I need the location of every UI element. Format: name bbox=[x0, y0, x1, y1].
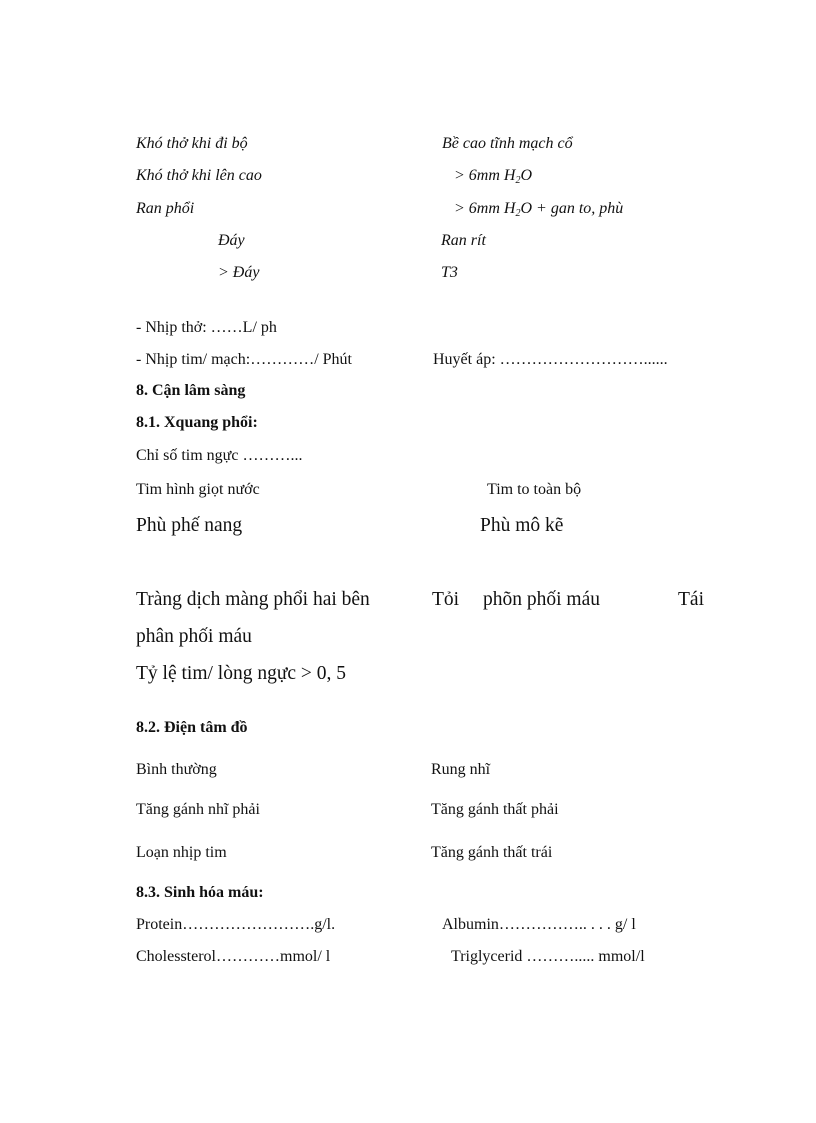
blood-pressure-field: Huyết áp: ………………………...... bbox=[433, 351, 668, 368]
toi-label: Tỏi bbox=[432, 589, 460, 610]
drop-shaped-heart: Tim hình giọt nước bbox=[136, 481, 260, 498]
sign-jugular-height: Bề cao tĩnh mạch cổ bbox=[442, 135, 573, 152]
ecg-right-atrial-overload: Tăng gánh nhĩ phải bbox=[136, 801, 260, 818]
pleural-effusion: Tràng dịch màng phổi hai bên bbox=[136, 589, 370, 610]
albumin-field: Albumin…………….. . . . g/ l bbox=[442, 916, 636, 933]
xray-title: 8.1. Xquang phổi: bbox=[136, 414, 258, 431]
sign-jvp-6mm-liver: > 6mm $H_2O$ + gan to, phù bbox=[454, 200, 624, 219]
alveolar-edema: Phù phế nang bbox=[136, 515, 243, 536]
ecg-left-ventricular-overload: Tăng gánh thất trái bbox=[431, 844, 553, 861]
sign-wheezing: Ran rít bbox=[441, 232, 486, 249]
section-8-title: 8. Cận lâm sàng bbox=[136, 382, 246, 399]
ecg-atrial-fibrillation: Rung nhĩ bbox=[431, 761, 491, 778]
blood-redistribution: phõn phối máu bbox=[483, 589, 600, 610]
heart-thorax-ratio: Tỷ lệ tim/ lòng ngực > 0, 5 bbox=[136, 663, 347, 684]
ecg-title: 8.2. Điện tâm đồ bbox=[136, 719, 248, 736]
cardiothoracic-ratio: Chỉ số tim ngực ………... bbox=[136, 447, 303, 464]
sign-rales-above-base: > Đáy bbox=[218, 264, 260, 281]
blood-redistribution-cont: phân phối máu bbox=[136, 626, 252, 647]
protein-field: Protein…………………….g/l. bbox=[136, 916, 336, 933]
ecg-arrhythmia: Loạn nhịp tim bbox=[136, 844, 227, 861]
heart-rate-field: - Nhịp tim/ mạch:…………/ Phút bbox=[136, 351, 352, 368]
sign-jvp-6mm: > 6mm $H_2O$ bbox=[454, 167, 533, 186]
sign-dyspnea-walking: Khó thở khi đi bộ bbox=[136, 135, 248, 152]
sign-rales-base: Đáy bbox=[218, 232, 245, 249]
interstitial-edema: Phù mô kẽ bbox=[480, 515, 564, 536]
sign-t3: T3 bbox=[441, 264, 458, 281]
cholesterol-field: Cholessterol…………mmol/ l bbox=[136, 948, 331, 965]
ecg-right-ventricular-overload: Tăng gánh thất phải bbox=[431, 801, 559, 818]
global-cardiomegaly: Tim to toàn bộ bbox=[487, 481, 582, 498]
resp-rate-field: - Nhịp thở: ……L/ ph bbox=[136, 319, 277, 336]
tai-label: Tái bbox=[678, 589, 704, 610]
ecg-normal: Bình thường bbox=[136, 761, 217, 778]
sign-dyspnea-climbing: Khó thở khi lên cao bbox=[136, 167, 262, 184]
sign-lung-rales: Ran phổi bbox=[136, 200, 195, 217]
triglycerid-field: Triglycerid ………..... mmol/l bbox=[451, 948, 645, 965]
biochem-title: 8.3. Sinh hóa máu: bbox=[136, 884, 264, 901]
